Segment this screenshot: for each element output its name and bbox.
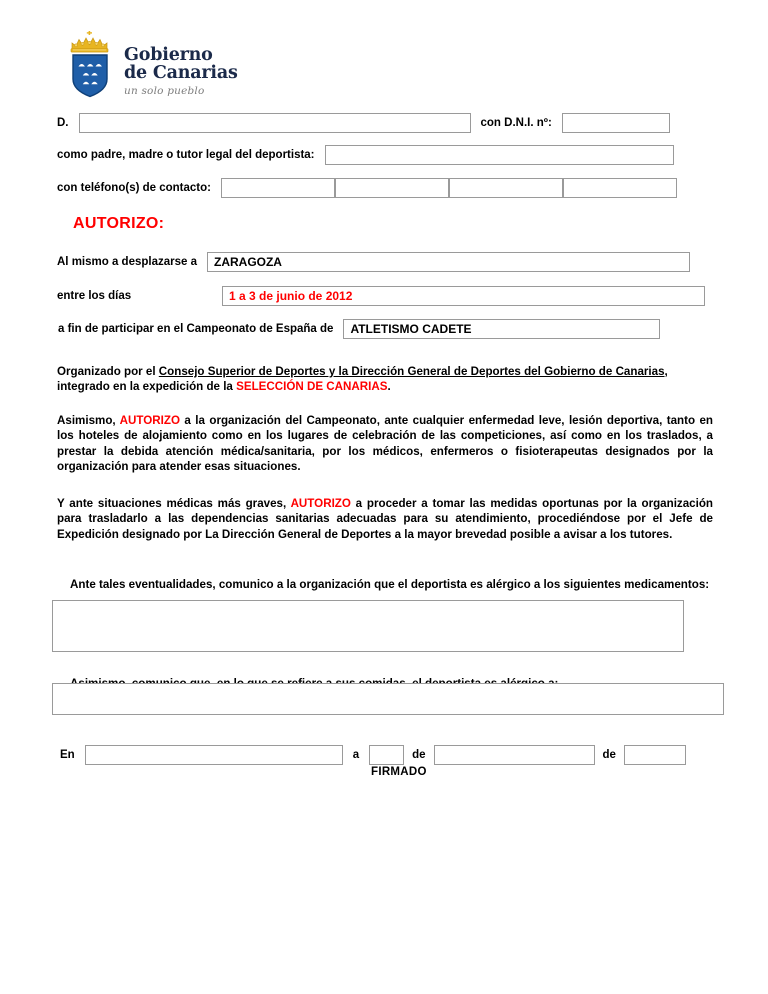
canary-islands-coat-of-arms-icon: [64, 30, 116, 98]
org-underlined: Consejo Superior de Deportes y la Dirección General de Deportes del Gobierno de Canarias: [158, 364, 665, 378]
phone-field-1[interactable]: [221, 178, 335, 198]
org-text-2: , integrado en la expedición de la: [57, 364, 668, 394]
asim-text-1: Asimismo,: [57, 413, 120, 427]
destination-field[interactable]: ZARAGOZA: [207, 252, 690, 272]
championship-field[interactable]: ATLETISMO CADETE: [343, 319, 660, 339]
year-field[interactable]: [624, 745, 686, 765]
allergy-medication-field[interactable]: [52, 600, 684, 652]
paragraph-asimismo: [57, 413, 713, 475]
championship-label: a fin de participar en el Campeonato de España de: [58, 323, 334, 335]
paragraph-situaciones-graves: [57, 496, 713, 543]
guardian-field[interactable]: [325, 145, 674, 165]
gobierno-de-canarias-logo: [64, 30, 238, 98]
phone-label: con teléfono(s) de contacto:: [57, 182, 211, 194]
org-text-3: .: [387, 380, 391, 394]
guardian-label: como padre, madre o tutor legal del deportista:: [57, 149, 315, 161]
dates-field[interactable]: 1 a 3 de junio de 2012: [222, 286, 705, 306]
declarant-label: D.: [57, 117, 69, 129]
dni-field[interactable]: [562, 113, 670, 133]
org-seleccion-canarias: SELECCIÓN DE CANARIAS: [236, 380, 388, 394]
asim-autorizo: AUTORIZO: [119, 413, 180, 427]
championship-row: [58, 319, 718, 339]
day-field[interactable]: [369, 745, 404, 765]
graves-autorizo: AUTORIZO: [290, 496, 351, 510]
dates-row: [57, 286, 717, 306]
declarant-row: [57, 113, 717, 133]
month-field[interactable]: [434, 745, 595, 765]
firmado-label: FIRMADO: [371, 766, 427, 778]
de-label-1: de: [412, 749, 426, 761]
autorizo-heading: AUTORIZO:: [73, 215, 165, 232]
destination-label: Al mismo a desplazarse a: [57, 256, 197, 268]
phone-field-4[interactable]: [563, 178, 677, 198]
graves-text-1: Y ante situaciones médicas más graves,: [57, 496, 291, 510]
phone-field-2[interactable]: [335, 178, 449, 198]
destination-row: [57, 252, 717, 272]
dni-label: con D.N.I. nº:: [480, 117, 552, 129]
logo-wordmark: [124, 30, 238, 97]
org-text-1: Organizado por el: [57, 364, 159, 378]
dates-label: entre los días: [57, 290, 132, 302]
phone-row: [57, 178, 717, 198]
place-field[interactable]: [85, 745, 343, 765]
allergy-medication-text: Ante tales eventualidades, comunico a la organización que el deportista es alérgico a los siguientes medicamentos:: [70, 577, 710, 591]
declarant-name-field[interactable]: [79, 113, 471, 133]
graves-text-2: a proceder a tomar las medidas oportunas por la organización para trasladarlo a las dependencias sanitarias adecuadas para su atendimiento, procediéndose por el Jefe de Expedición designado por La Dirección General de Deportes a la mayor brevedad posible a avisar a los tutores.: [57, 496, 713, 541]
phone-field-3[interactable]: [449, 178, 563, 198]
logo-tagline: un solo pueblo: [124, 85, 205, 97]
asim-text-2: a la organización del Campeonato, ante cualquier enfermedad leve, lesión deportiva, tanto en los hoteles de alojamiento como en los lugares de celebración de las competiciones, así como en los traslados, a prestar la debida atención médica/sanitaria, por los médicos, enfermeros o fisioterapeutas designados por la organización para atender esas situaciones.: [57, 413, 714, 474]
logo-line-2: de Canarias: [124, 63, 238, 83]
allergy-food-field[interactable]: [52, 683, 724, 715]
place-label: En: [60, 749, 75, 761]
a-label: a: [352, 749, 360, 761]
signature-date-row: [60, 745, 725, 765]
guardian-row: [57, 145, 717, 165]
paragraph-organizado: [57, 364, 713, 395]
logo-line-1: Gobierno: [124, 45, 213, 65]
de-label-2: de: [602, 749, 616, 761]
